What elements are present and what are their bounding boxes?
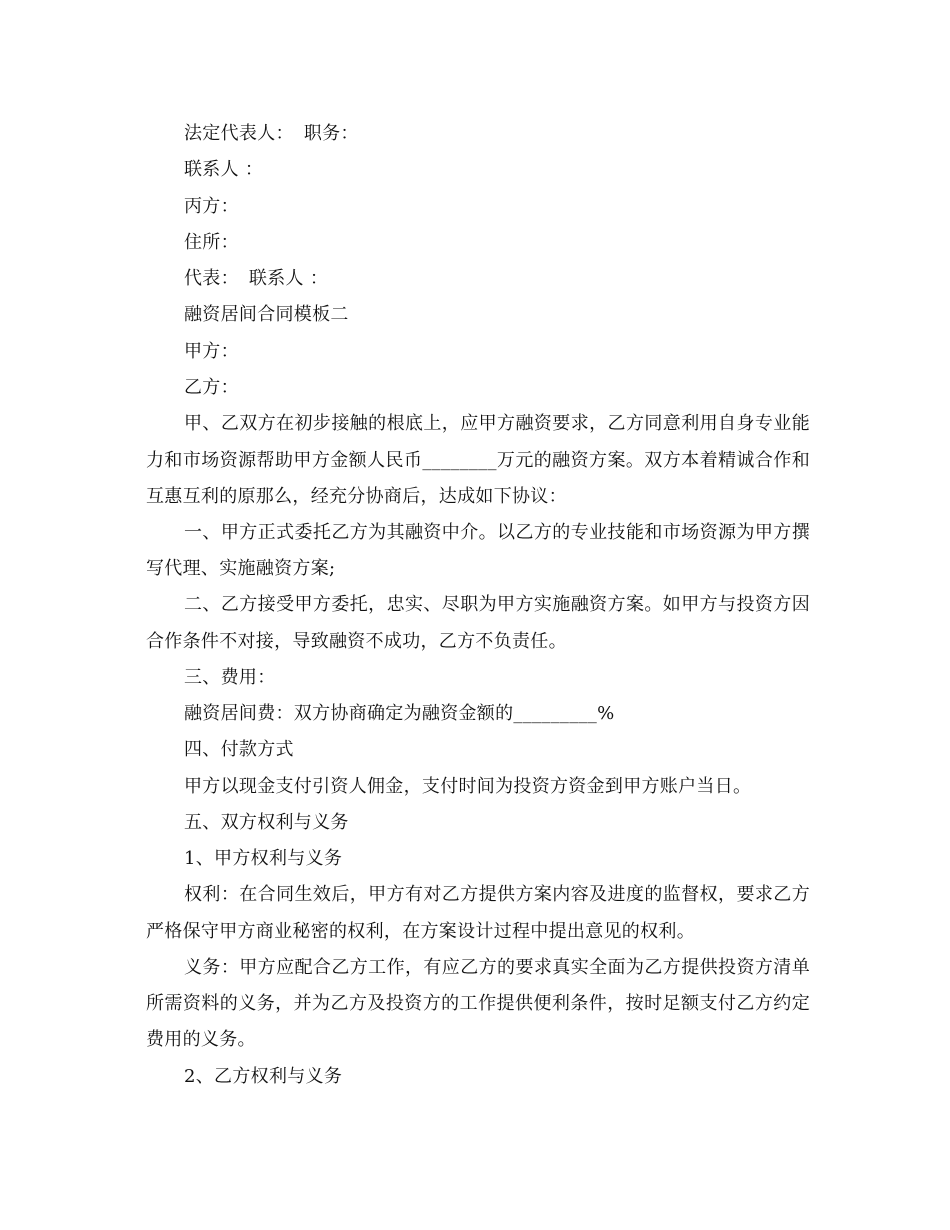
duties-a-paragraph: 义务：甲方应配合乙方工作，有应乙方的要求真实全面为乙方提供投资方清单所需资料的义务，并为乙方及投资方的工作提供便利条件，按时足额支付乙方约定费用的义务。	[146, 956, 810, 1051]
representative-label: 代表：	[184, 268, 239, 290]
payment-paragraph: 甲方以现金支付引资人佣金，支付时间为投资方资金到甲方账户当日。	[184, 775, 752, 797]
position-label: 职务：	[303, 123, 359, 144]
address-label: 住所：	[184, 231, 239, 253]
clause-2-paragraph: 二、乙方接受甲方委托，忠实、尽职为甲方实施融资方案。如甲方与投资方因合作条件不对接，导致融资不成功，乙方不负责任。	[146, 594, 810, 652]
fee-line: 融资居间费：双方协商确定为融资金额的_________%	[184, 703, 615, 725]
clause-1-paragraph: 一、甲方正式委托乙方为其融资中介。以乙方的专业技能和市场资源为甲方撰写代理、实施融资方案;	[146, 521, 810, 580]
contact-label: 联系人 ：	[184, 159, 264, 181]
party-a-line: 甲方：	[184, 340, 239, 362]
contact-line	[146, 152, 810, 188]
party-b-line: 乙方：	[184, 377, 239, 399]
contact2-label: 联系人 ：	[248, 268, 329, 290]
representative-line	[146, 261, 810, 297]
legal-rep-label: 法定代表人：	[184, 123, 294, 144]
rights-a-paragraph: 权利：在合同生效后，甲方有对乙方提供方案内容及进度的监督权，要求乙方严格保守甲方商业秘密的权利，在方案设计过程中提出意见的权利。	[146, 884, 810, 942]
legal-rep-line	[146, 116, 810, 152]
address-line	[146, 225, 810, 261]
template-title: 融资居间合同模板二	[184, 304, 349, 326]
sub-1-title: 1、甲方权利与义务	[184, 848, 343, 870]
document-body	[146, 116, 810, 1095]
sub-2-title: 2、乙方权利与义务	[184, 1065, 343, 1087]
party-c-line	[146, 189, 810, 225]
clause-4-title: 四、付款方式	[184, 739, 294, 761]
party-c-label: 丙方：	[184, 195, 239, 217]
intro-paragraph: 甲、乙双方在初步接触的根底上，应甲方融资要求，乙方同意利用自身专业能力和市场资源帮助甲方金额人民币________万元的融资方案。双方本着精诚合作和互惠互利的原那么，经充分协商后，达成如下协议：	[146, 413, 810, 507]
clause-5-title: 五、双方权利与义务	[184, 811, 349, 833]
clause-3-title: 三、费用：	[184, 666, 276, 688]
